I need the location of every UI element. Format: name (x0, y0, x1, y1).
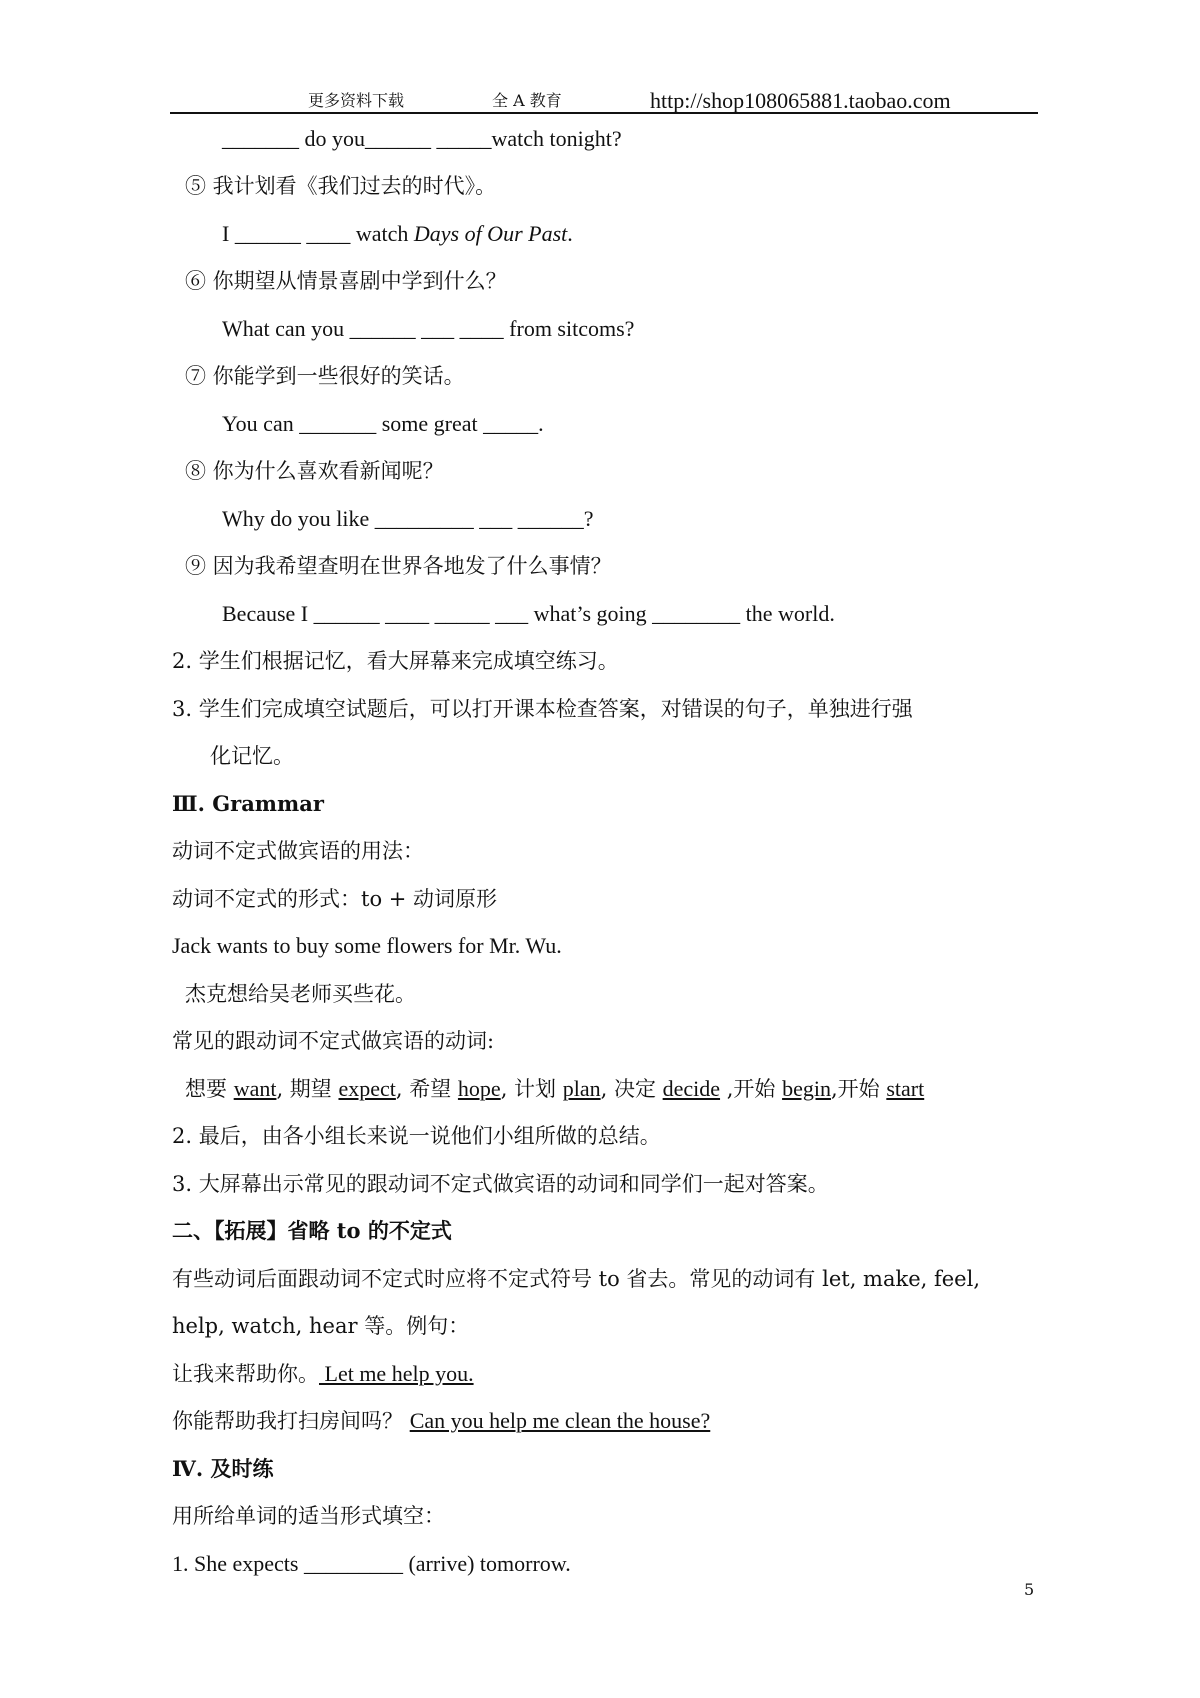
example-sentence-2 (172, 1407, 710, 1435)
exercise-line-9-english: Because I ______ ____ _____ ___ what’s going ________ the world. (222, 601, 835, 626)
practice-question-1: 1. She expects _________ (arrive) tomorrow. (172, 1551, 571, 1576)
exercise-line-4-english: _______ do you______ _____watch tonight? (222, 126, 622, 151)
verb-expect: expect (338, 1076, 396, 1101)
exercise-line-5-english (222, 220, 573, 248)
line-text: . (567, 221, 573, 246)
line-text: I ______ ____ watch (222, 221, 414, 246)
example-chinese: 让我来帮助你。 (172, 1362, 319, 1386)
grammar-form-text: 动词不定式的形式：to + 动词原形 (172, 887, 498, 911)
step-2-text: 2. 学生们根据记忆，看大屏幕来完成填空练习。 (172, 649, 619, 673)
verb-want: want (233, 1076, 277, 1101)
example-answer: Let me help you. (319, 1361, 474, 1386)
grammar-usage-title: 动词不定式做宾语的用法： (172, 839, 424, 863)
grammar-example-english: Jack wants to buy some flowers for Mr. Wu. (172, 933, 562, 958)
verb-hope: hope (457, 1076, 501, 1101)
exercise-line-9-chinese: ⑨ 因为我希望查明在世界各地发了什么事情？ (185, 554, 612, 578)
verb-decide: decide (662, 1076, 721, 1101)
exercise-line-7-chinese: ⑦ 你能学到一些很好的笑话。 (185, 364, 465, 388)
verb-label-begin: ,开始 (720, 1077, 783, 1101)
final-step-2-text: 2. 最后，由各小组长来说一说他们小组所做的总结。 (172, 1124, 661, 1148)
exercise-line-5-chinese: ⑤ 我计划看《我们过去的时代》。 (185, 174, 497, 198)
exercise-line-8-english: Why do you like _________ ___ ______? (222, 506, 594, 531)
verb-label-expect: , 期望 (276, 1077, 339, 1101)
verb-label-plan: , 计划 (500, 1077, 563, 1101)
practice-heading: Ⅳ. 及时练 (172, 1456, 274, 1481)
step-3-text: 3. 学生们完成填空试题后，可以打开课本检查答案，对错误的句子，单独进行强 (172, 697, 913, 721)
verb-begin: begin (782, 1076, 831, 1101)
example-sentence-1 (172, 1360, 474, 1388)
exercise-line-7-english: You can _______ some great _____. (222, 411, 544, 436)
show-title: Days of Our Past (413, 221, 568, 246)
exercise-line-6-chinese: ⑥ 你期望从情景喜剧中学到什么？ (185, 269, 507, 293)
header-brand: 全 A 教育 (492, 91, 562, 110)
page-header (170, 82, 1038, 114)
extension-heading: 二、【拓展】省略 to 的不定式 (172, 1218, 452, 1243)
exercise-line-8-chinese: ⑧ 你为什么喜欢看新闻呢？ (185, 459, 444, 483)
grammar-example-chinese: 杰克想给吴老师买些花。 (185, 982, 416, 1006)
example-answer: Can you help me clean the house? (409, 1408, 711, 1433)
extension-body: 有些动词后面跟动词不定式时应将不定式符号 to 省去。常见的动词有 let, make, feel, (172, 1267, 980, 1291)
common-verbs-list (185, 1075, 924, 1103)
extension-body-continued: help, watch, hear 等。例句： (172, 1314, 470, 1338)
verb-label-start: ,开始 (830, 1077, 887, 1101)
header-url-link[interactable]: http://shop108065881.taobao.com (650, 88, 951, 113)
verb-label-decide: , 决定 (600, 1077, 663, 1101)
header-download-text: 更多资料下载 (308, 91, 405, 110)
practice-instruction: 用所给单词的适当形式填空： (172, 1504, 445, 1528)
step-3-text-continued: 化记忆。 (210, 744, 294, 768)
common-verbs-heading: 常见的跟动词不定式做宾语的动词: (172, 1029, 495, 1053)
verb-plan: plan (562, 1076, 601, 1101)
verb-label-hope: , 希望 (395, 1077, 458, 1101)
grammar-heading: Ⅲ. Grammar (172, 791, 324, 816)
exercise-line-6-english: What can you ______ ___ ____ from sitcoms? (222, 316, 635, 341)
verb-label-want: 想要 (185, 1077, 234, 1101)
page-number: 5 (1024, 1580, 1035, 1599)
verb-start: start (886, 1076, 925, 1101)
final-step-3-text: 3. 大屏幕出示常见的跟动词不定式做宾语的动词和同学们一起对答案。 (172, 1172, 829, 1196)
example-chinese: 你能帮助我打扫房间吗？ (172, 1409, 410, 1433)
